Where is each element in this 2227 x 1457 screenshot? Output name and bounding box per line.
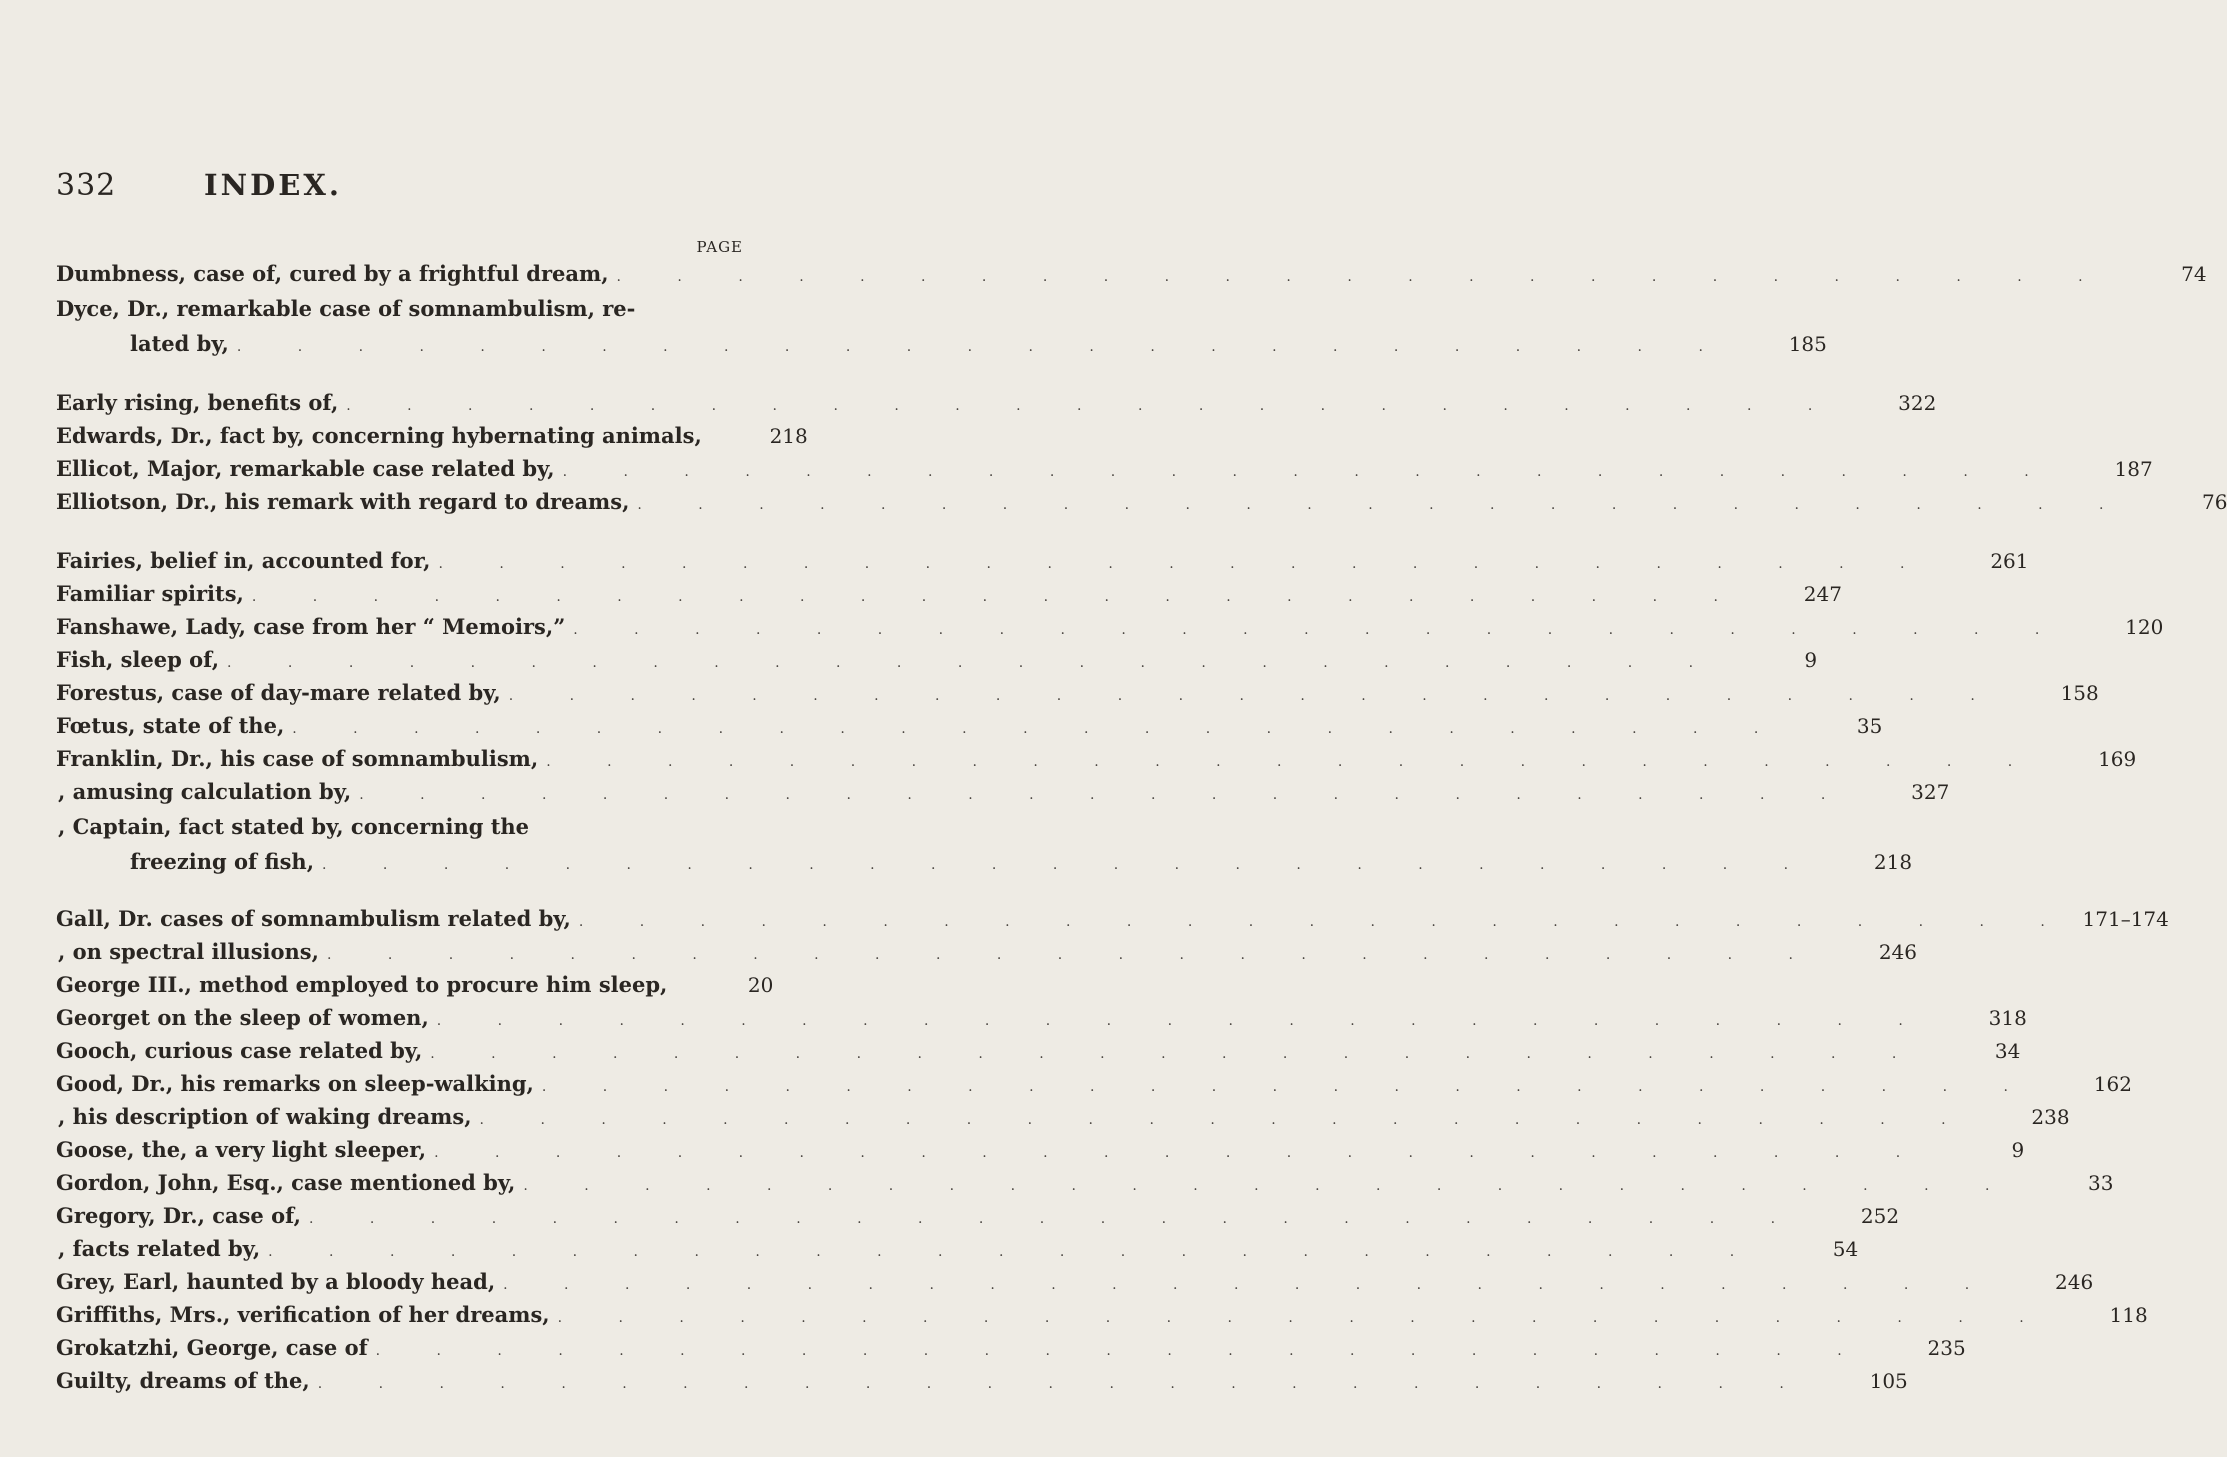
entry-text: Goose, the, a very light sleeper, [56,1137,427,1162]
entry-page: 246 [1878,940,1917,964]
index-entry [56,1300,2148,1330]
index-entry [56,421,808,451]
index-entry [56,294,749,324]
entry-text: Edwards, Dr., fact by, concerning hybernating animals, [56,423,702,448]
entry-text: George III., method employed to procure him sleep, [56,972,668,997]
entry-text: Fish, sleep of, [56,647,220,672]
index-entry [56,546,2029,576]
entry-text: Dyce, Dr., remarkable case of somnambulism, re- [56,296,636,321]
entry-page: 74 [2181,262,2207,286]
index-entry [56,678,2099,708]
entry-page: 162 [2093,1072,2132,1096]
entry-page: 169 [2098,747,2137,771]
entry-text: Elliotson, Dr., his remark with regard to dreams, [56,489,630,514]
index-entry [56,259,2207,289]
entry-text: Familiar spirits, [56,581,244,606]
index-entry [56,388,1937,418]
index-entry [56,744,2137,774]
entry-text: Gall, Dr. cases of somnambulism related by, [56,906,571,931]
entry-page: 105 [1869,1369,1908,1393]
index-entry [56,579,1842,609]
entry-text: , on spectral illusions, [58,939,319,964]
entry-text: lated by, [130,331,229,356]
entry-page: 187 [2114,457,2153,481]
entry-page: 235 [1927,1336,1966,1360]
entry-text: Gordon, John, Esq., case mentioned by, [56,1170,516,1195]
index-entry [56,1267,2094,1297]
entry-page: 158 [2060,681,2099,705]
page-header [0,168,801,208]
entry-text: Gooch, curious case related by, [56,1038,423,1063]
index-entry [56,1102,2070,1132]
index-entry [56,777,1950,807]
entry-text: Gregory, Dr., case of, [56,1203,301,1228]
entry-text: Early rising, benefits of, [56,390,339,415]
running-head: INDEX. [204,168,342,202]
entry-text: Franklin, Dr., his case of somnambulism, [56,746,539,771]
entry-page: 171–174 [2082,907,2169,931]
entry-text: Forestus, case of day-mare related by, [56,680,501,705]
entry-page: 218 [1873,850,1913,874]
index-entry [56,645,1818,675]
index-entry [56,904,2169,934]
index-entry [56,1201,1900,1231]
entry-text: , his description of waking dreams, [58,1104,472,1129]
entry-page: 261 [1990,549,2029,573]
index-entry [56,1036,2021,1066]
entry-page: 327 [1911,780,1950,804]
index-entry [56,487,2227,517]
entry-page: 20 [747,973,774,997]
index-entry [56,812,749,842]
index-entry [56,1333,1966,1363]
entry-page: 76 [2202,490,2227,514]
entry-page: 322 [1898,391,1937,415]
entry-text: Georget on the sleep of women, [56,1005,429,1030]
index-entry [56,1366,1908,1396]
entry-page: 54 [1832,1237,1859,1261]
entry-page: 185 [1788,332,1827,356]
entry-text: , amusing calculation by, [58,779,352,804]
entry-text: Griffiths, Mrs., verification of her dreams, [56,1302,550,1327]
entry-page: 120 [2125,615,2164,639]
index-entry [56,970,774,1000]
entry-page: 218 [769,424,808,448]
entry-text: Fairies, belief in, accounted for, [56,548,431,573]
entry-page: 33 [2087,1171,2114,1195]
index-entry-continuation [130,847,1913,877]
entry-text: Fœtus, state of the, [56,713,285,738]
entry-text: Guilty, dreams of the, [56,1368,310,1393]
index-entry [56,454,2153,484]
entry-text: , Captain, fact stated by, concerning the [58,814,530,839]
entry-text: Fanshawe, Lady, case from her “ Memoirs,” [56,614,566,639]
entry-page: 35 [1856,714,1883,738]
index-entry-continuation [130,329,1827,359]
entry-page: 34 [1994,1039,2021,1063]
index-entry [56,711,1883,741]
page-column-label: PAGE [696,238,743,256]
index-entry [56,1168,2114,1198]
entry-page: 247 [1803,582,1842,606]
entry-page: 118 [2109,1303,2148,1327]
index-entry [56,1135,2025,1165]
index-entry [56,612,2164,642]
index-entry [56,937,1917,967]
entry-text: freezing of fish, [130,849,315,874]
page-number: 332 [56,168,117,203]
entry-text: Grokatzhi, George, case of [56,1335,368,1360]
index-entry [56,1003,2027,1033]
entry-page: 9 [1804,648,1818,672]
entry-text: Grey, Earl, haunted by a bloody head, [56,1269,496,1294]
entry-page: 252 [1860,1204,1900,1228]
entry-page: 238 [2031,1105,2070,1129]
entry-text: Ellicot, Major, remarkable case related by, [56,456,555,481]
entry-page: 246 [2055,1270,2094,1294]
entry-page: 318 [1988,1006,2027,1030]
index-entry [56,1234,1859,1264]
entry-text: Dumbness, case of, cured by a frightful dream, [56,261,609,286]
entry-text: Good, Dr., his remarks on sleep-walking, [56,1071,534,1096]
index-entry [56,1069,2132,1099]
entry-page: 9 [2011,1138,2025,1162]
entry-text: , facts related by, [58,1236,261,1261]
